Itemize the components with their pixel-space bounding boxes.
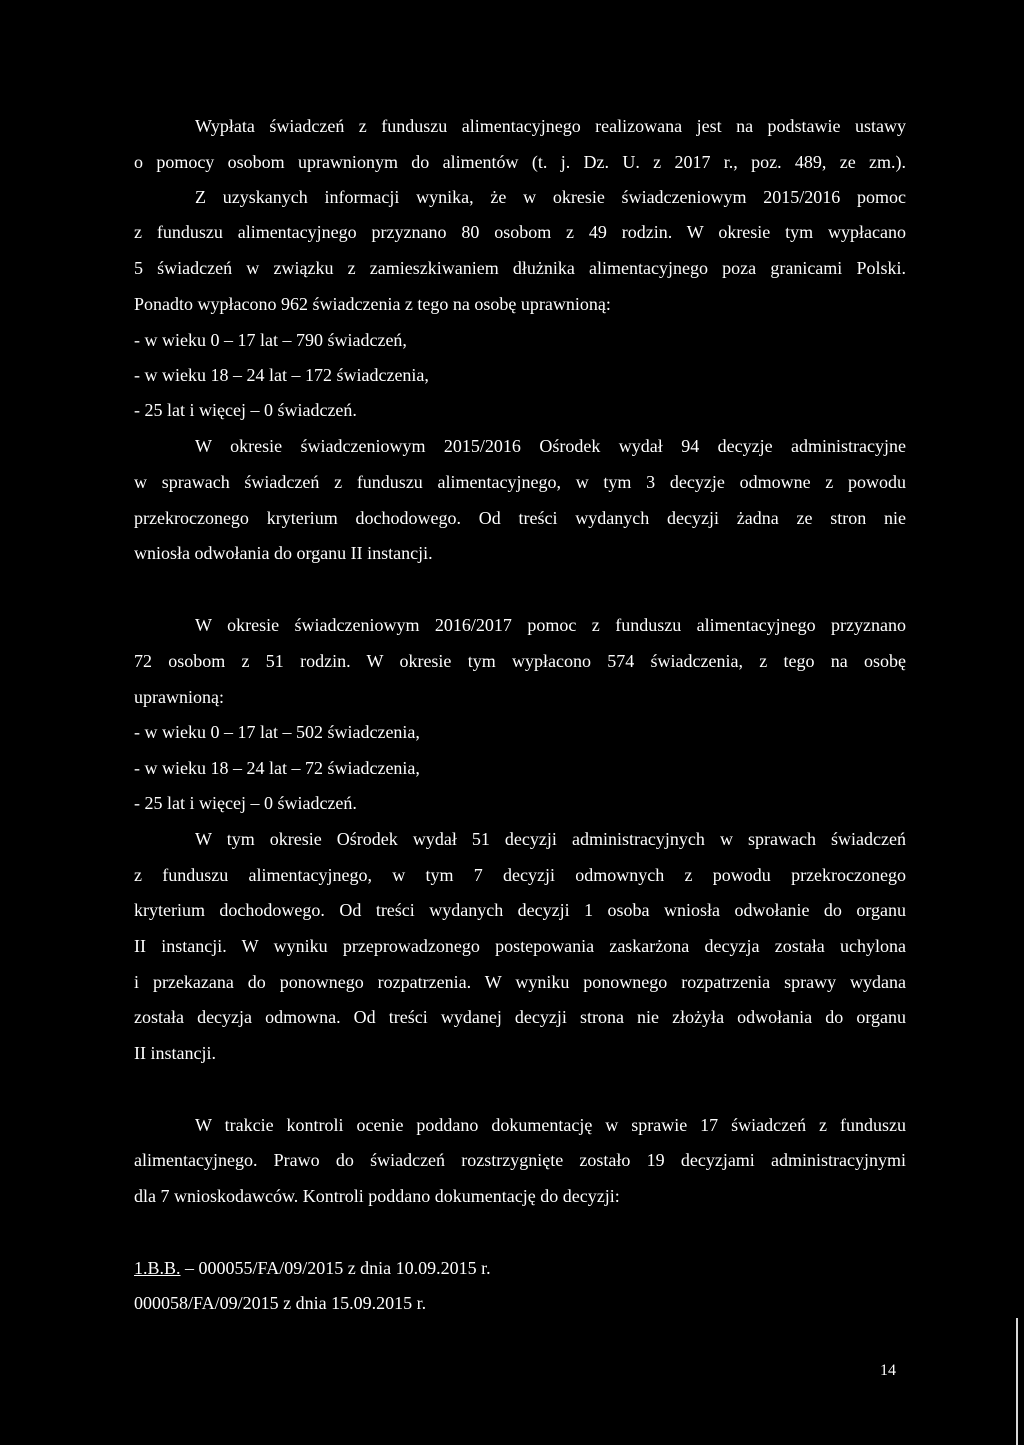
- scan-edge-mark: [1016, 1318, 1018, 1445]
- text-line: II instancji. W wyniku przeprowadzonego postepowania zaskarżona decyzja została uchylona: [134, 936, 906, 956]
- text-line: przekroczonego kryterium dochodowego. Od treści wydanych decyzji żadna ze stron nie: [134, 508, 906, 528]
- text-line: z funduszu alimentacyjnego przyznano 80 osobom z 49 rodzin. W okresie tym wypłacano: [134, 222, 906, 242]
- text-line: W tym okresie Ośrodek wydał 51 decyzji administracyjnych w sprawach świadczeń: [195, 829, 906, 849]
- text-line: w sprawach świadczeń z funduszu alimentacyjnego, w tym 3 decyzje odmowne z powodu: [134, 472, 906, 492]
- list-item: - 25 lat i więcej – 0 świadczeń.: [134, 793, 357, 813]
- text-line: i przekazana do ponownego rozpatrzenia. W wyniku ponownego rozpatrzenia sprawy wydana: [134, 972, 906, 992]
- text-line: uprawnioną:: [134, 687, 224, 707]
- text-line: Wypłata świadczeń z funduszu alimentacyjnego realizowana jest na podstawie ustawy: [195, 116, 906, 136]
- list-item: - w wieku 18 – 24 lat – 172 świadczenia,: [134, 365, 429, 385]
- text-line: o pomocy osobom uprawnionym do alimentów (t. j. Dz. U. z 2017 r., poz. 489, ze zm.).: [134, 152, 906, 172]
- list-item: - 25 lat i więcej – 0 świadczeń.: [134, 400, 357, 420]
- text-line: Ponadto wypłacono 962 świadczenia z tego na osobę uprawnioną:: [134, 294, 611, 314]
- list-item: - w wieku 0 – 17 lat – 790 świadczeń,: [134, 330, 407, 350]
- text-line: alimentacyjnego. Prawo do świadczeń rozstrzygnięte zostało 19 decyzjami administracyjnymi: [134, 1150, 906, 1170]
- text-line: II instancji.: [134, 1043, 216, 1063]
- text-line: W okresie świadczeniowym 2016/2017 pomoc z funduszu alimentacyjnego przyznano: [195, 615, 906, 635]
- list-item: - w wieku 18 – 24 lat – 72 świadczenia,: [134, 758, 420, 778]
- text-line: wniosła odwołania do organu II instancji.: [134, 543, 433, 563]
- text-line: Z uzyskanych informacji wynika, że w okresie świadczeniowym 2015/2016 pomoc: [195, 187, 906, 207]
- text-line: została decyzja odmowna. Od treści wydanej decyzji strona nie złożyła odwołania do organu: [134, 1007, 906, 1027]
- text-line: z funduszu alimentacyjnego, w tym 7 decyzji odmownych z powodu przekroczonego: [134, 865, 906, 885]
- list-item: - w wieku 0 – 17 lat – 502 świadczenia,: [134, 722, 420, 742]
- case-line-2: 000058/FA/09/2015 z dnia 15.09.2015 r.: [134, 1293, 427, 1313]
- case-label: 1.B.B.: [134, 1258, 181, 1278]
- case-reference: – 000055/FA/09/2015 z dnia 10.09.2015 r.: [180, 1258, 491, 1278]
- text-line: kryterium dochodowego. Od treści wydanych decyzji 1 osoba wniosła odwołanie do organu: [134, 900, 906, 920]
- text-line: 72 osobom z 51 rodzin. W okresie tym wypłacono 574 świadczenia, z tego na osobę: [134, 651, 906, 671]
- text-line: W okresie świadczeniowym 2015/2016 Ośrodek wydał 94 decyzje administracyjne: [195, 436, 906, 456]
- text-line: W trakcie kontroli ocenie poddano dokumentację w sprawie 17 świadczeń z funduszu: [195, 1115, 906, 1135]
- text-line: dla 7 wnioskodawców. Kontroli poddano dokumentację do decyzji:: [134, 1186, 620, 1206]
- text-line: 5 świadczeń w związku z zamieszkiwaniem dłużnika alimentacyjnego poza granicami Polski.: [134, 258, 906, 278]
- case-line: [134, 1257, 491, 1279]
- page-number: 14: [880, 1362, 896, 1379]
